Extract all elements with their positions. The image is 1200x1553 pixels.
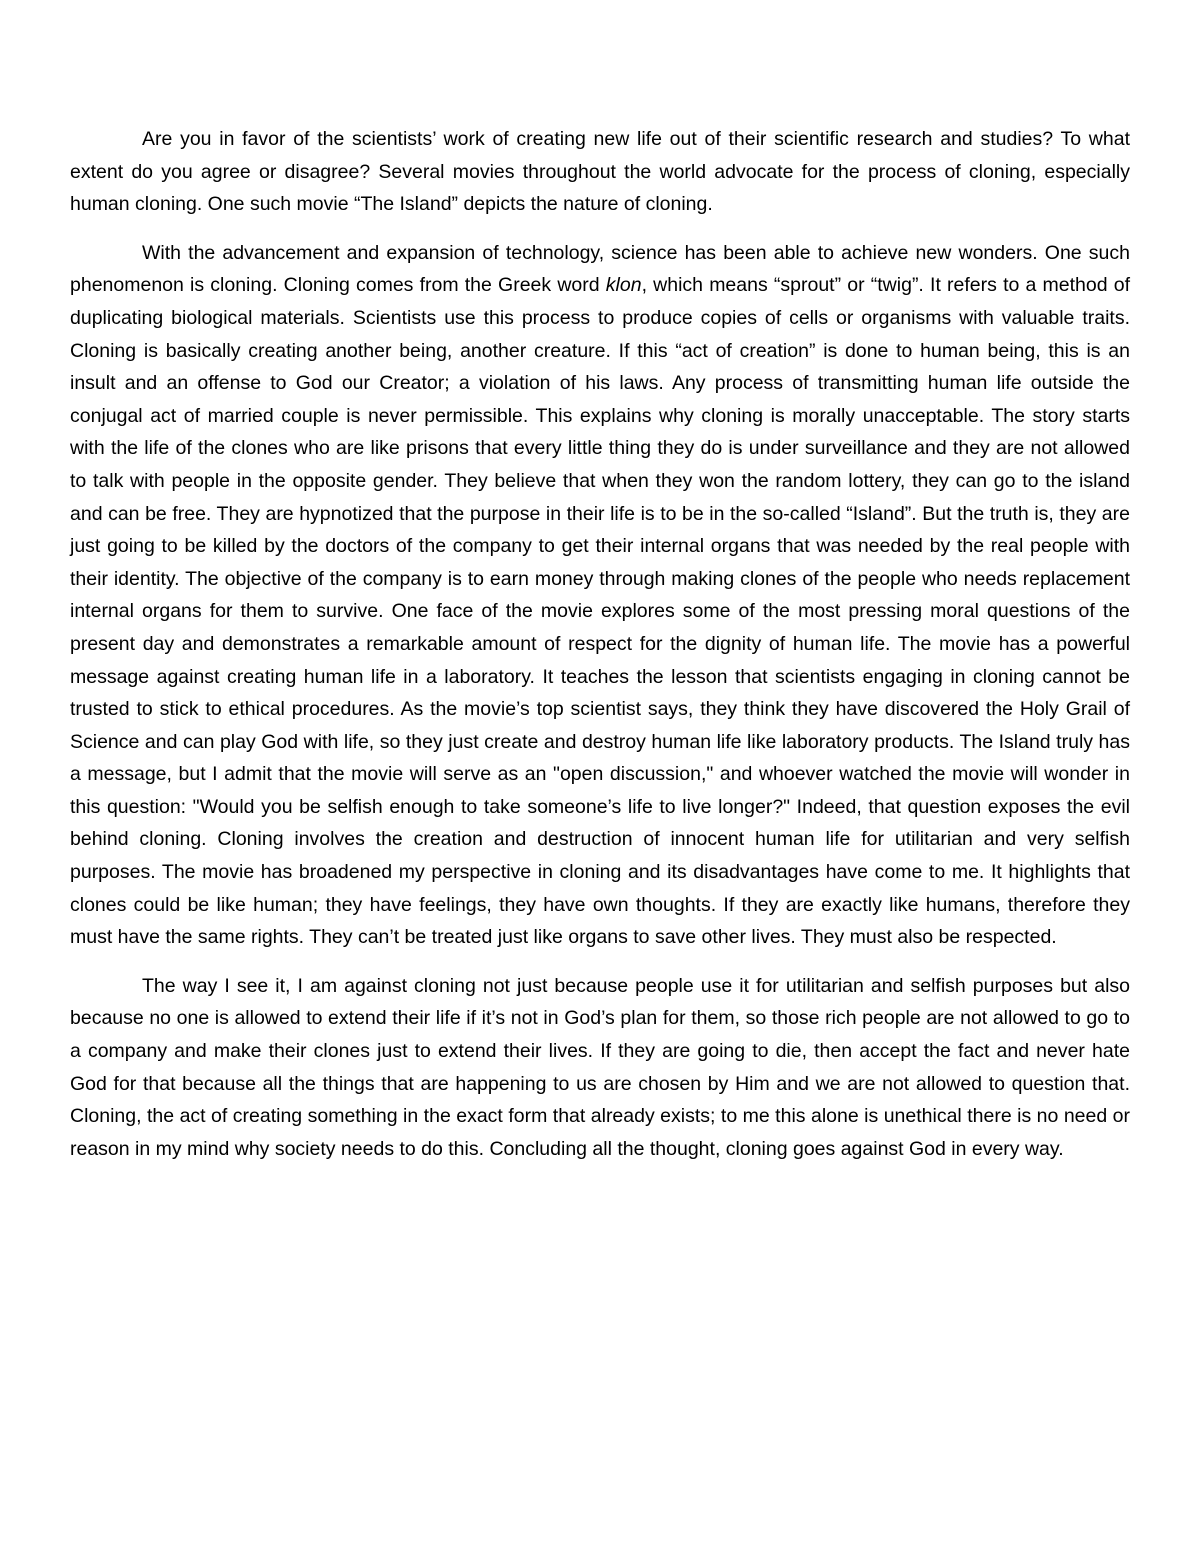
paragraph-introduction: Are you in favor of the scientists’ work of creating new life out of their scientific research and studies? To what extent do you agree or disagree? Several movies throughout the world advocate for the process of cloning, especially human cloning. One such movie “The Island” depicts the nature of cloning. bbox=[70, 128, 1130, 216]
paragraph-text-before-klon: With the advancement and expansion of technology, science has been able to achieve new wonders. One such phenomenon is cloning. Cloning comes from the Greek word bbox=[70, 241, 1130, 297]
italic-term-klon: klon bbox=[605, 274, 642, 297]
paragraph-conclusion: The way I see it, I am against cloning not just because people use it for utilitarian and selfish purposes but also because no one is allowed to extend their life if it’s not in God’s plan for them, so those rich people are not allowed to go to a company and make their clones just to extend their lives. If they are going to die, then accept the fact and never hate God for that because all the things that are happening to us are chosen by Him and we are not allowed to question that. Cloning, the act of creating something in the exact form that already exists; to me this alone is unethical there is no need or reason in my mind why society needs to do this. Concluding all the thought, cloning goes against God in every way. bbox=[70, 974, 1130, 1160]
paragraph-cloning-analysis bbox=[70, 237, 1130, 954]
paragraph-text-after-klon: , which means “sprout” or “twig”. It refers to a method of duplicating biological materials. Scientists use this process to produce copies of cells or organisms with valuable traits. Cloning is basically creating another being, another creature. If this “act of creation” is done to human being, this is an insult and an offense to God our Creator; a violation of his laws. Any process of transmitting human life outside the conjugal act of married couple is never permissible. This explains why cloning is morally unacceptable. The story starts with the life of the clones who are like prisons that every little thing they do is under surveillance and they are not allowed to talk with people in the opposite gender. They believe that when they won the random lottery, they can go to the island and can be free. They are hypnotized that the purpose in their life is to be in the so-called “Island”. But the truth is, they are just going to be killed by the doctors of the company to get their internal organs that was needed by the real people with their identity. The objective of the company is to earn money through making clones of the people who needs replacement internal organs for them to survive. One face of the movie explores some of the most pressing moral questions of the present day and demonstrates a remarkable amount of respect for the dignity of human life. The movie has a powerful message against creating human life in a laboratory. It teaches the lesson that scientists engaging in cloning cannot be trusted to stick to ethical procedures. As the movie’s top scientist says, they think they have discovered the Holy Grail of Science and can play God with life, so they just create and destroy human life like laboratory products. The Island truly has a message, but I admit that the movie will serve as an "open discussion," and whoever watched the movie will wonder in this question: "Would you be selfish enough to take someone’s life to live longer?" Indeed, that question exposes the evil behind cloning. Cloning involves the creation and destruction of innocent human life for utilitarian and very selfish purposes. The movie has broadened my perspective in cloning and its disadvantages have come to me. It highlights that clones could be like human; they have feelings, they have own thoughts. If they are exactly like humans, therefore they must have the same rights. They can’t be treated just like organs to save other lives. They must also be respected. bbox=[70, 274, 1131, 949]
document-body bbox=[70, 123, 1130, 1165]
